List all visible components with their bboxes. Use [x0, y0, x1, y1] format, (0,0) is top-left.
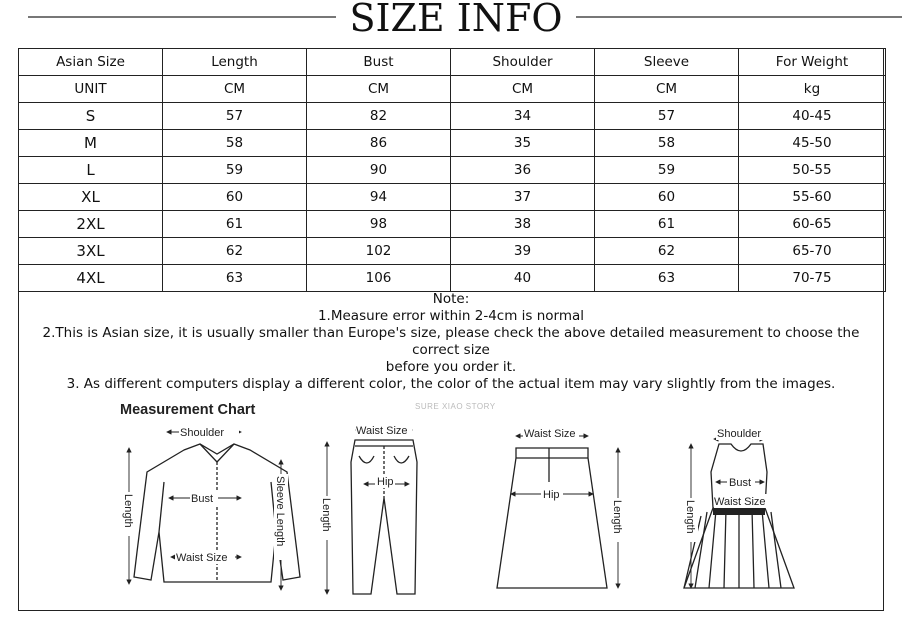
skirt-waist-label: Waist Size [524, 428, 576, 440]
table-cell: 90 [307, 157, 451, 184]
table-cell: 60-65 [739, 211, 886, 238]
table-cell: 45-50 [739, 130, 886, 157]
table-cell: 3XL [19, 238, 163, 265]
table-cell: M [19, 130, 163, 157]
table-cell: UNIT [19, 76, 163, 103]
skirt-hip-label: Hip [543, 489, 560, 501]
table-cell: 59 [163, 157, 307, 184]
table-cell: 35 [451, 130, 595, 157]
table-row [19, 265, 886, 292]
pants-diagram [351, 440, 417, 594]
shirt-bust-label: Bust [191, 493, 214, 505]
pants-waist-label: Waist Size [356, 425, 408, 437]
note-line-2: 2.This is Asian size, it is usually smaller than Europe's size, please check the above detailed measurement to choose the correct size [42, 325, 860, 358]
measurement-chart-title: Measurement Chart [120, 402, 256, 418]
table-cell: 57 [163, 103, 307, 130]
table-cell: 38 [451, 211, 595, 238]
table-cell: 36 [451, 157, 595, 184]
table-cell: 59 [595, 157, 739, 184]
pants-measure-lines [327, 430, 412, 594]
table-row [19, 103, 886, 130]
table-cell: XL [19, 184, 163, 211]
table-cell: 63 [163, 265, 307, 292]
table-cell: 58 [595, 130, 739, 157]
table-cell: 82 [307, 103, 451, 130]
table-cell: For Weight [739, 49, 886, 76]
pants-length-label: Length [320, 498, 332, 532]
size-table [18, 48, 886, 292]
table-cell: 98 [307, 211, 451, 238]
table-cell: 61 [595, 211, 739, 238]
table-cell: 50-55 [739, 157, 886, 184]
table-cell: 60 [595, 184, 739, 211]
table-cell: 60 [163, 184, 307, 211]
table-unit-row [19, 76, 886, 103]
table-cell: 70-75 [739, 265, 886, 292]
table-cell: 58 [163, 130, 307, 157]
measurement-diagram [19, 412, 883, 608]
page-title: SIZE INFO [349, 0, 563, 40]
table-row [19, 184, 886, 211]
table-cell: CM [595, 76, 739, 103]
table-header-row [19, 49, 886, 76]
table-cell: 4XL [19, 265, 163, 292]
shirt-shoulder-label: Shoulder [180, 427, 225, 439]
table-row [19, 238, 886, 265]
table-cell: S [19, 103, 163, 130]
note-line-1: 1.Measure error within 2-4cm is normal [317, 308, 585, 324]
table-row [19, 130, 886, 157]
notes-heading: Note: [432, 291, 470, 307]
table-cell: 63 [595, 265, 739, 292]
title-divider-right [576, 16, 902, 18]
table-cell: Bust [307, 49, 451, 76]
dress-diagram [684, 444, 794, 588]
table-cell: 86 [307, 130, 451, 157]
shirt-measure-lines [129, 432, 281, 590]
skirt-length-label: Length [611, 500, 623, 534]
table-cell: 62 [595, 238, 739, 265]
notes [19, 291, 883, 393]
skirt-measure-lines [511, 436, 618, 588]
table-cell: 61 [163, 211, 307, 238]
table-cell: 2XL [19, 211, 163, 238]
table-cell: CM [163, 76, 307, 103]
table-cell: 94 [307, 184, 451, 211]
pants-hip-label: Hip [377, 476, 394, 488]
table-cell: 62 [163, 238, 307, 265]
table-row [19, 157, 886, 184]
table-cell: 40-45 [739, 103, 886, 130]
skirt-diagram [497, 448, 607, 588]
table-cell: 102 [307, 238, 451, 265]
table-cell: 55-60 [739, 184, 886, 211]
dress-shoulder-label: Shoulder [717, 428, 762, 440]
dress-waistband [713, 508, 765, 515]
table-cell: Shoulder [451, 49, 595, 76]
note-line-3: 3. As different computers display a different color, the color of the actual item may vary slightly from the images. [66, 376, 836, 392]
shirt-sleeve-label: Sleeve Length [274, 476, 286, 547]
table-cell: 37 [451, 184, 595, 211]
watermark-text: SURE XIAO STORY [415, 402, 496, 411]
table-cell: 106 [307, 265, 451, 292]
table-cell: Sleeve [595, 49, 739, 76]
dress-length-label: Length [684, 500, 696, 534]
title-row [0, 0, 902, 44]
table-cell: L [19, 157, 163, 184]
table-cell: 57 [595, 103, 739, 130]
table-cell: kg [739, 76, 886, 103]
table-cell: Asian Size [19, 49, 163, 76]
table-cell: CM [307, 76, 451, 103]
dress-waist-label: Waist Size [714, 496, 766, 508]
table-cell: 65-70 [739, 238, 886, 265]
table-cell: CM [451, 76, 595, 103]
table-cell: 40 [451, 265, 595, 292]
shirt-waist-label: Waist Size [176, 552, 228, 564]
shirt-length-label: Length [122, 494, 134, 528]
table-cell: Length [163, 49, 307, 76]
title-divider-left [28, 16, 336, 18]
dress-bust-label: Bust [729, 477, 752, 489]
table-cell: 34 [451, 103, 595, 130]
table-cell: 39 [451, 238, 595, 265]
table-row [19, 211, 886, 238]
note-line-2b: before you order it. [385, 359, 517, 375]
